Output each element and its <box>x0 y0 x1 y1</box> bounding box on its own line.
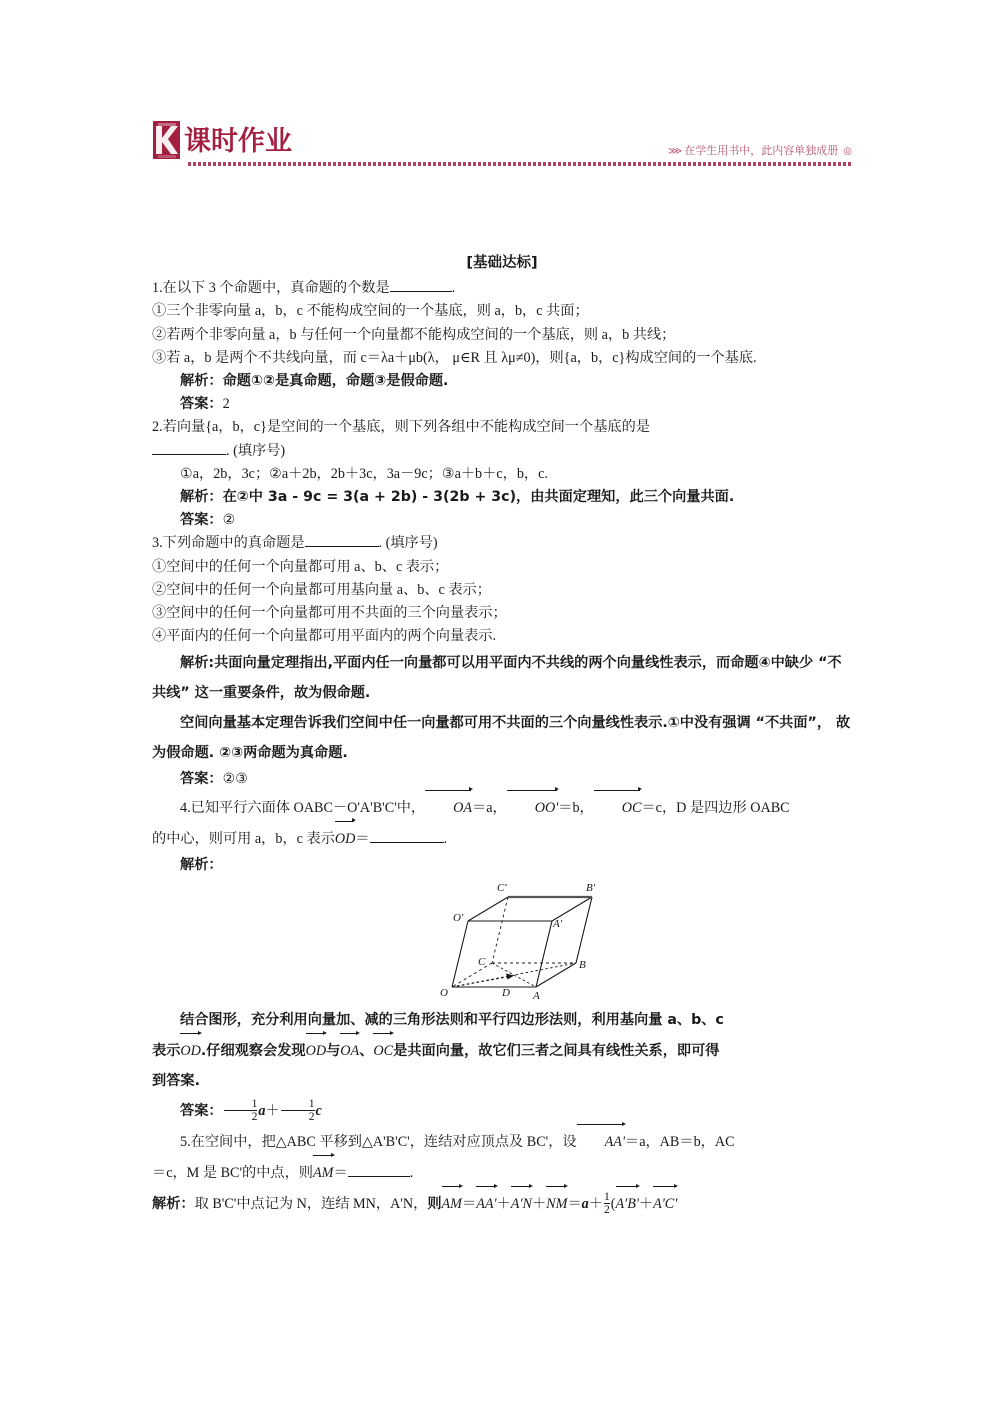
vector-OO-prime: OO' <box>507 792 559 823</box>
vector-NM: NM <box>546 1188 567 1219</box>
answer-blank[interactable] <box>348 1176 410 1177</box>
problem-4-explain-p3 <box>152 1066 852 1096</box>
circle-icon: ◎ <box>843 146 852 157</box>
vector-OC: OC <box>373 1035 393 1066</box>
fraction-one-half: $\frac{1}{2}$ <box>603 1189 610 1216</box>
problem-4 <box>152 792 852 1126</box>
explain-text-2c: 与 <box>326 1042 341 1059</box>
problem-4-stem-d: ＝c，D 是四边形 OABC <box>641 799 790 816</box>
problem-5-stem-line1 <box>152 1126 852 1157</box>
problem-4-stem-g: . <box>443 830 448 847</box>
problem-5-analysis <box>152 1188 852 1219</box>
plus-1: ＋ <box>496 1195 511 1212</box>
figure-label-Cp: C' <box>497 881 507 894</box>
problem-2-answer <box>152 509 852 532</box>
figure-label-D: D <box>502 986 510 999</box>
problem-5 <box>152 1126 852 1219</box>
problem-3-option-2: ②空间中的任何一个向量都可用基向量 a、b、c 表示； <box>152 581 491 598</box>
problem-4-stem-a: 4.已知平行六面体 OABC－O'A'B'C'中， <box>180 799 426 816</box>
problem-2-stem <box>152 416 852 439</box>
vector-AM: AM <box>313 1157 334 1188</box>
answer-value: ②③ <box>222 771 249 788</box>
figure-label-B: B <box>579 958 586 971</box>
vector-OD: OD <box>306 1035 327 1066</box>
figure-wrap <box>152 879 852 1001</box>
problem-1-option-1: ①三个非零向量 a，b，c 不能构成空间的一个基底，则 a，b，c 共面； <box>152 303 589 320</box>
vector-OC: OC <box>594 792 642 823</box>
problem-4-explain-p1 <box>152 1005 852 1035</box>
problem-5-stem-c: ＝c，M 是 BC'的中点，则 <box>152 1164 313 1181</box>
vector-OD: OD <box>335 823 356 854</box>
answer-blank[interactable] <box>390 291 452 292</box>
problem-5-stem-d: ＝ <box>333 1164 348 1181</box>
plus-3: ＋ <box>588 1195 603 1212</box>
explain-text-3: 到答案. <box>152 1072 200 1089</box>
answer-var-a: a <box>258 1102 266 1119</box>
problem-3-stem <box>152 532 852 555</box>
answer-var-c: c <box>315 1102 322 1119</box>
vector-A-prime-N: A'N <box>511 1188 532 1219</box>
problem-4-stem-line2 <box>152 823 852 854</box>
answer-label: 答案： <box>180 396 223 413</box>
explain-text-2b: .仔细观察会发现 <box>200 1042 306 1059</box>
problem-1-analysis <box>152 370 852 393</box>
problem-2-analysis <box>152 486 852 509</box>
problem-5-stem-b: ＝a，AB＝b，AC <box>625 1133 735 1150</box>
vector-AA-prime: AA' <box>476 1188 496 1219</box>
analysis-text-a: 取 B'C'中点记为 N， <box>194 1195 322 1212</box>
problem-4-explain-p2 <box>152 1035 852 1066</box>
plus-2: ＋ <box>531 1195 547 1212</box>
answer-label: 答案： <box>180 1102 223 1119</box>
analysis-label: 解析: <box>180 655 215 672</box>
figure-label-Ap: A' <box>553 917 563 930</box>
vector-AM: AM <box>442 1188 463 1219</box>
fraction-one-half-c: $\frac{1}{2}$ <box>281 1098 315 1123</box>
problem-5-stem-e: . <box>409 1164 414 1181</box>
analysis-label: 解析： <box>152 1195 195 1212</box>
eq-sign-1: ＝ <box>462 1195 477 1212</box>
problem-1-stem <box>152 277 852 300</box>
vector-a: a <box>581 1195 589 1212</box>
vector-A-prime-B-prime: A'B' <box>616 1188 639 1219</box>
analysis-text: 命题①②是真命题，命题③是假命题. <box>222 373 449 390</box>
explain-text-2a: 表示 <box>152 1042 181 1059</box>
answer-blank[interactable] <box>305 546 379 547</box>
problem-1-option-2: ②若两个非零向量 a，b 与任何一个向量都不能构成空间的一个基底，则 a，b 共线； <box>152 326 676 343</box>
answer-value: ② <box>222 512 236 529</box>
problem-5-stem-a: 5.在空间中，把△ABC 平移到△A'B'C'，连结对应顶点及 BC'，设 <box>180 1133 577 1150</box>
eq-sign-2: ＝ <box>567 1195 582 1212</box>
analysis-text-1: 共面向量定理指出,平面内任一向量都可以用平面内不共线的两个向量线性表示，而命题④中缺少 “不共线” 这一重要条件，故为假命题. <box>152 655 842 702</box>
problem-4-stem-b: ＝a， <box>472 799 507 816</box>
problem-4-stem-f: ＝ <box>355 830 370 847</box>
k-monogram-icon <box>152 120 182 160</box>
analysis-text: 在②中 3a - 9c = 3(a + 2b) - 3(2b + 3c)，由共面定理知，此三个向量共面. <box>222 489 735 506</box>
analysis-text-2: 空间向量基本定理告诉我们空间中任一向量都可用不共面的三个向量线性表示.①中没有强调 “不共面”， 故为假命题. ②③两命题为真命题. <box>152 715 851 762</box>
problem-1-option-3: ③若 a，b 是两个不共线向量，而 c＝λa＋μb(λ， μ∈R 且 λμ≠0)，则{a，b，c}构成空间的一个基底. <box>152 349 757 366</box>
header-divider <box>188 162 852 166</box>
problem-3 <box>152 532 852 791</box>
problem-3-option-1: ①空间中的任何一个向量都可用 a、b、c 表示； <box>152 558 449 575</box>
problem-4-stem-c: ＝b， <box>558 799 594 816</box>
problem-1-stem-text: 1.在以下 3 个命题中，真命题的个数是 <box>152 280 390 297</box>
analysis-text-b: 连结 MN，A'N， <box>321 1195 428 1212</box>
problem-3-stem-text: 3.下列命题中的真命题是 <box>152 535 305 552</box>
chevrons-right-icon: ⋙ <box>668 146 681 157</box>
parallelepiped-figure <box>440 879 620 1001</box>
vector-OA: OA <box>425 792 472 823</box>
vector-A-prime-C-prime: A'C' <box>653 1188 677 1219</box>
problem-3-stem-end: . (填序号) <box>378 535 438 552</box>
answer-blank[interactable] <box>370 842 444 843</box>
analysis-text-c: 则 <box>427 1195 442 1212</box>
analysis-label: 解析： <box>180 489 223 506</box>
explain-text-2d: 、 <box>359 1042 374 1059</box>
problem-2-stem-cont <box>152 440 852 463</box>
page-header <box>152 118 852 166</box>
problem-3-option-3: ③空间中的任何一个向量都可用不共面的三个向量表示； <box>152 605 507 622</box>
problem-4-analysis-label-line <box>152 854 852 877</box>
analysis-label: 解析： <box>180 856 223 873</box>
problem-2-stem-text: 2.若向量{a，b，c}是空间的一个基底，则下列各组中不能构成空间一个基底的是 <box>152 419 650 436</box>
header-note-text: 在学生用书中，此内容单独成册 <box>684 144 839 157</box>
header-logo-text: 课时作业 <box>184 126 292 157</box>
figure-label-Bp: B' <box>586 881 596 894</box>
problem-3-analysis-p2 <box>152 708 852 768</box>
problem-2 <box>152 416 852 532</box>
problem-1 <box>152 277 852 416</box>
paren-open: ( <box>610 1195 616 1212</box>
problem-3-answer <box>152 768 852 791</box>
problem-1-stem-end: . <box>451 280 456 297</box>
answer-op-plus: ＋ <box>265 1102 280 1119</box>
plus-4: ＋ <box>638 1195 654 1212</box>
vector-OD: OD <box>180 1035 201 1066</box>
problem-3-analysis-p1 <box>152 648 852 708</box>
problem-4-stem-line1 <box>152 792 852 823</box>
answer-value: 2 <box>222 396 230 413</box>
header-logo <box>152 118 292 160</box>
figure-label-Op: O' <box>453 911 464 924</box>
vector-AA-prime: AA' <box>577 1126 625 1157</box>
answer-blank[interactable] <box>152 454 226 455</box>
section-title: [基础达标] <box>466 255 538 271</box>
problem-3-option-4: ④平面内的任何一个向量都可用平面内的两个向量表示. <box>152 628 497 645</box>
figure-label-C: C <box>478 955 486 968</box>
explain-text-1: 结合图形，充分利用向量加、减的三角形法则和平行四边形法则，利用基向量 a、b、c <box>180 1011 724 1028</box>
answer-label: 答案： <box>180 512 223 529</box>
problem-4-stem-e: 的中心，则可用 a，b，c 表示 <box>152 830 335 847</box>
analysis-label: 解析： <box>180 373 223 390</box>
explain-text-2e: 是共面向量，故它们三者之间具有线性关系，即可得 <box>393 1042 720 1059</box>
problem-2-option-1: ①a，2b，3c；②a＋2b，2b＋3c，3a－9c；③a＋b＋c，b，c. <box>180 465 548 482</box>
vector-OA: OA <box>340 1035 359 1066</box>
problem-1-answer <box>152 393 852 416</box>
exercise-content <box>152 252 852 1219</box>
problem-2-stem-end: . (填序号) <box>226 442 286 459</box>
problem-4-answer <box>152 1096 852 1126</box>
figure-label-O: O <box>440 986 448 999</box>
fraction-one-half-a: $\frac{1}{2}$ <box>224 1098 258 1123</box>
figure-label-A: A <box>533 989 540 1001</box>
problem-5-stem-line2 <box>152 1157 852 1188</box>
answer-label: 答案： <box>180 771 223 788</box>
header-note <box>668 142 852 158</box>
